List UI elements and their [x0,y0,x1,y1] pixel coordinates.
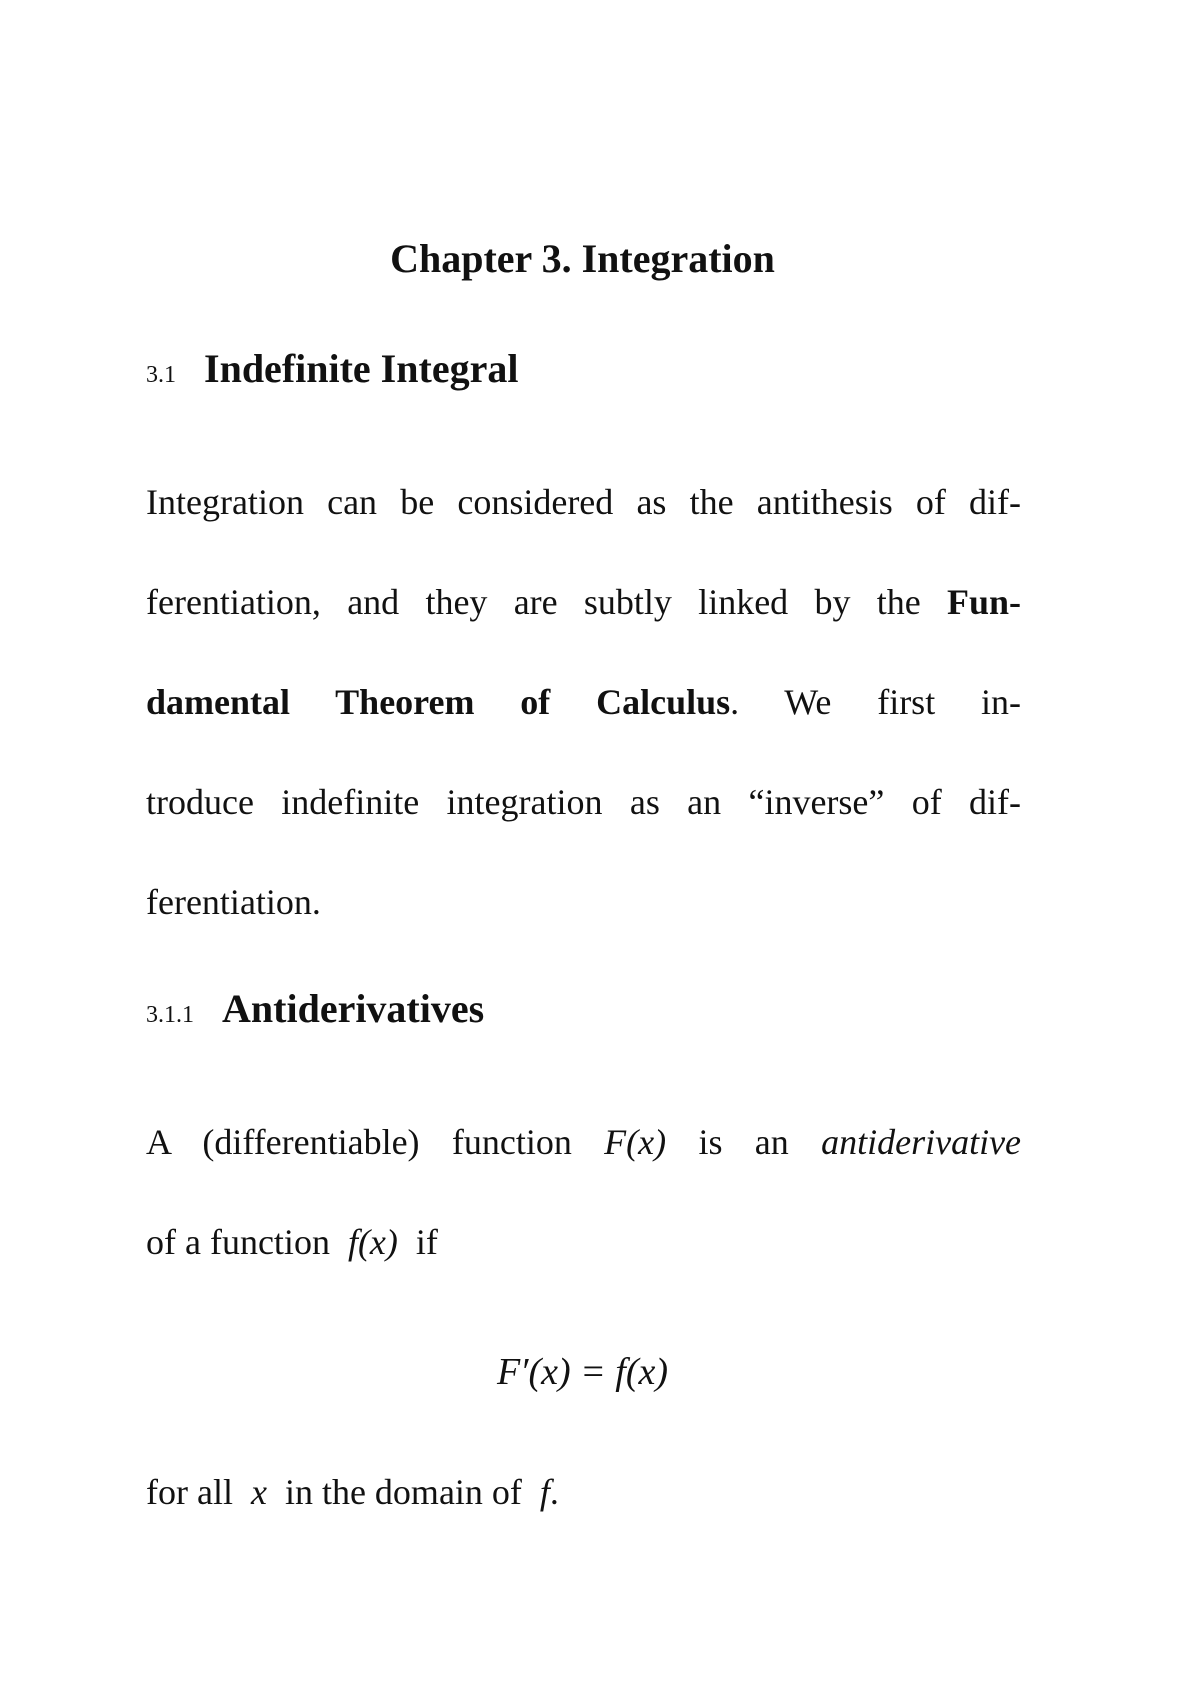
subsection-heading [146,985,484,1032]
math-expression: f(x) [347,1222,398,1262]
math-expression: F(x) [604,1122,667,1162]
paragraph-text: for all [146,1472,233,1512]
section-title: Indefinite Integral [204,346,519,391]
paragraph-text: ferentiation, and they are subtly linked by the [146,582,921,622]
paragraph-text: in the domain of [284,1472,522,1512]
bold-term: damental Theorem of Calculus [146,682,731,722]
section-number: 3.1 [146,362,176,388]
paragraph-line [146,1220,438,1264]
italic-term: antiderivative [821,1122,1022,1162]
paragraph-text: A (differentiable) function [146,1122,572,1162]
paragraph-line [146,1120,1021,1164]
subsection-title: Antiderivatives [222,986,485,1031]
math-variable: x [250,1472,267,1512]
paragraph-line [146,1470,559,1514]
paragraph-line [146,580,1021,624]
paragraph-text: if [415,1222,438,1262]
math-variable: f [539,1472,550,1512]
paragraph-line: Integration can be considered as the antithesis of dif- [146,482,1021,522]
display-equation: F′(x) = f(x) [496,1351,669,1393]
section-heading [146,345,518,392]
paragraph-text: . We first in- [730,682,1021,722]
paragraph-text: of a function [146,1222,330,1262]
paragraph-line [146,680,1021,724]
bold-term: Fun- [946,582,1021,622]
paragraph-text: . [549,1472,559,1512]
paragraph-line: ferentiation. [146,882,321,922]
subsection-number: 3.1.1 [146,1002,194,1028]
paragraph-line: troduce indefinite integration as an “inverse” of dif- [146,782,1021,822]
chapter-title: Chapter 3. Integration [390,236,775,281]
paragraph-text: is an [698,1122,789,1162]
